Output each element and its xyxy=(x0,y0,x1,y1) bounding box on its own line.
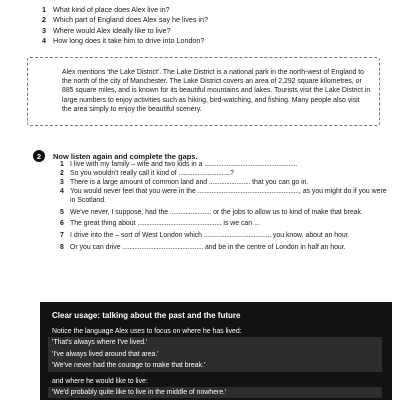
item-number: 4 xyxy=(60,187,64,195)
exercise-number-badge: 2 xyxy=(33,150,45,162)
item-text: There is a large amount of common land and xyxy=(70,178,210,186)
item-number: 1 xyxy=(60,161,64,168)
question-text: Where would Alex ideally like to live? xyxy=(53,25,171,35)
exercise-title: Now listen again and complete the gaps. xyxy=(53,151,198,161)
item-number: 7 xyxy=(60,232,64,240)
item-text: We've never, I suppose, had the xyxy=(70,208,171,216)
answer-gap[interactable]: ...................................................... xyxy=(204,161,298,168)
item-text: Or you can drive xyxy=(70,244,123,252)
question-item xyxy=(42,36,382,46)
clear-usage-title: Clear usage: talking about the past and the future xyxy=(52,311,241,320)
gap-fill-item xyxy=(60,170,390,179)
clear-usage-panel xyxy=(40,302,392,400)
item-text: I drive into the – sort of West London which xyxy=(70,232,204,240)
question-number: 1 xyxy=(42,5,46,14)
item-text: I live with my family – wife and two kids in a xyxy=(70,161,205,168)
clear-usage-intro: Notice the language Alex uses to focus on where he has lived: xyxy=(52,328,242,335)
example-sentence: 'That's always where I've lived.' xyxy=(48,337,382,348)
info-box-text: Alex mentions 'the Lake District'. The Lake District is a national park in the north-west of England to the north of the city of Manchester. The Lake District covers an area of 2,292 square kilometres, or 885 square miles, and is known for its beautiful mountains and lakes. Tourists visit the Lake District in large numbers to enjoy activities such as hiking, bird-watching, and fishing. Many people also visit the area simply to enjoy the beautiful scenery. xyxy=(62,69,371,113)
question-text: What kind of place does Alex live in? xyxy=(53,5,170,14)
item-text: and be in the centre of London in half an hour. xyxy=(203,244,346,252)
answer-gap[interactable]: ............................................... xyxy=(122,244,204,252)
item-number: 3 xyxy=(60,178,64,186)
item-text: or the jobs to allow us to kind of make that break. xyxy=(211,208,363,216)
gap-fill-item xyxy=(60,220,390,229)
clear-usage-intro-2: and where he would like to live: xyxy=(52,377,148,385)
answer-gap[interactable]: ........................................................... xyxy=(197,187,299,195)
example-sentence: 'We'd probably quite like to live in the middle of nowhere.' xyxy=(48,387,382,398)
question-number: 3 xyxy=(42,25,46,35)
question-text: Which part of England does Alex say he lives in? xyxy=(53,15,209,25)
item-text: is we can ... xyxy=(221,220,260,228)
gap-fill-item xyxy=(60,244,390,253)
item-text: The great thing about xyxy=(70,220,138,228)
gap-fill-list xyxy=(60,161,390,253)
example-sentence: 'I've always lived around that area.' xyxy=(48,349,382,360)
gap-fill-item xyxy=(60,209,390,218)
example-sentence: 'We've never had the courage to make that break.' xyxy=(48,360,382,371)
item-number: 6 xyxy=(60,220,64,228)
answer-gap[interactable]: .............................. xyxy=(178,169,230,177)
question-text: How long does it take him to drive into London? xyxy=(53,36,205,46)
item-number: 8 xyxy=(60,244,64,252)
item-text: , you know, about an hour. xyxy=(269,232,350,240)
comprehension-questions xyxy=(42,5,382,47)
question-item xyxy=(42,5,382,15)
item-text: that you can go in. xyxy=(250,178,309,186)
item-number: 5 xyxy=(60,208,64,216)
answer-gap[interactable]: ........................ xyxy=(209,178,251,186)
question-number: 4 xyxy=(42,36,46,46)
answer-gap[interactable]: ...................................... xyxy=(203,232,270,240)
lake-district-info-box xyxy=(27,57,380,126)
question-number: 2 xyxy=(42,15,46,25)
item-text: So you wouldn't really call it kind of xyxy=(70,169,179,177)
gap-fill-item xyxy=(60,188,390,206)
question-item xyxy=(42,15,382,25)
answer-gap[interactable]: ................................................. xyxy=(137,220,222,228)
gap-fill-item xyxy=(60,232,390,241)
item-text: , as you might do if you were in Scotland. xyxy=(70,187,387,204)
item-text: You would never feel that you were in the xyxy=(70,187,198,195)
answer-gap[interactable]: ........................ xyxy=(170,208,212,216)
item-number: 2 xyxy=(60,169,64,177)
gap-fill-item xyxy=(60,161,390,170)
item-text: ? xyxy=(230,169,234,177)
question-item xyxy=(42,26,382,36)
gap-fill-item xyxy=(60,179,390,188)
